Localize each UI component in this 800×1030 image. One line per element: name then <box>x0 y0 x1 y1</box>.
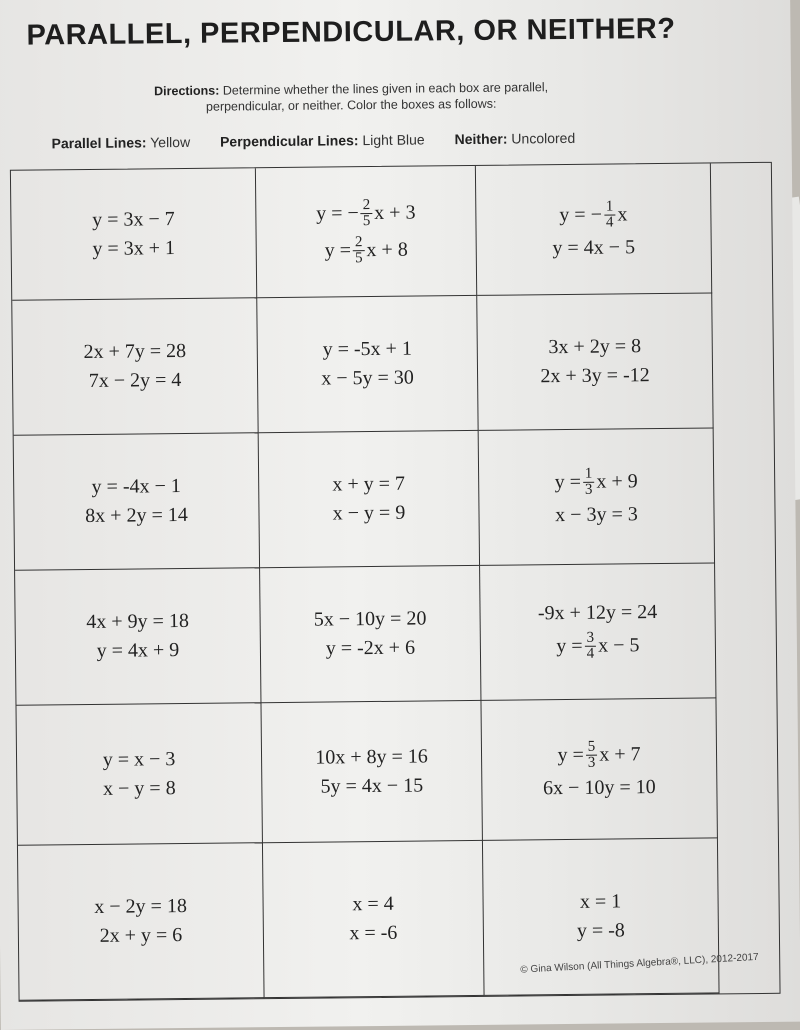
problem-box[interactable] <box>256 166 477 298</box>
fraction <box>604 199 616 230</box>
legend-neither <box>454 130 575 147</box>
equation <box>316 197 416 229</box>
equation: y = 3x + 1 <box>92 236 176 260</box>
fraction <box>353 235 365 266</box>
equation-suffix: x − 5 <box>598 634 640 657</box>
fraction-denominator: 3 <box>584 481 593 498</box>
equation-suffix: x + 7 <box>599 742 641 766</box>
equation-suffix: x + 8 <box>366 238 408 261</box>
color-legend <box>52 130 602 152</box>
legend-value: Yellow <box>150 133 191 151</box>
equation <box>325 234 408 266</box>
problem-box[interactable] <box>16 703 262 846</box>
legend-parallel <box>52 134 191 151</box>
fraction-numerator: 2 <box>361 198 373 214</box>
legend-perpendicular <box>220 131 425 149</box>
equation: y = -5x + 1 <box>322 337 413 361</box>
equation: x + y = 7 <box>332 472 406 496</box>
equation: 7x − 2y = 4 <box>88 369 182 392</box>
directions-line1: Determine whether the lines given in each box are parallel, <box>222 80 549 98</box>
equation-prefix: y = − <box>559 203 603 226</box>
problem-box[interactable] <box>261 701 482 843</box>
equation: 10x + 8y = 16 <box>315 744 428 769</box>
problem-box[interactable] <box>483 838 720 995</box>
equation: y = x − 3 <box>102 747 176 771</box>
problem-box[interactable] <box>257 296 478 433</box>
equation <box>557 739 640 771</box>
equation: x = 1 <box>579 890 622 913</box>
directions <box>51 78 651 116</box>
equation: x − 3y = 3 <box>555 503 638 527</box>
equation: 8x + 2y = 14 <box>85 503 188 528</box>
equation-prefix: y = − <box>316 201 359 225</box>
copyright-footer: © Gina Wilson (All Things Algebra®, LLC), 2012-2017 <box>520 951 759 976</box>
problem-box[interactable] <box>12 298 258 436</box>
equation-prefix: y = <box>557 743 584 766</box>
problem-box[interactable] <box>480 563 716 700</box>
problem-box[interactable] <box>11 168 257 301</box>
equation-prefix: y = <box>554 470 582 494</box>
fraction-numerator: 3 <box>584 631 596 647</box>
equation: 2x + 7y = 28 <box>83 339 187 364</box>
equation-suffix: x + 3 <box>374 201 416 224</box>
fraction-denominator: 5 <box>362 212 371 229</box>
problem-box[interactable] <box>259 431 480 568</box>
problem-box[interactable] <box>476 163 712 295</box>
problem-grid <box>10 162 781 1002</box>
problem-box[interactable] <box>263 841 485 998</box>
equation-prefix: y = <box>556 634 583 658</box>
equation: 6x − 10y = 10 <box>542 775 656 799</box>
equation: y = 4x + 9 <box>96 639 180 662</box>
equation <box>559 199 627 231</box>
equation: 2x + y = 6 <box>99 924 183 947</box>
equation: y = 4x − 5 <box>552 235 636 259</box>
equation: x − 5y = 30 <box>321 366 414 390</box>
fraction-denominator: 3 <box>587 754 596 771</box>
fraction-numerator: 2 <box>353 235 365 251</box>
fraction-denominator: 4 <box>605 213 614 231</box>
equation-prefix: y = <box>324 238 352 262</box>
fraction-numerator: 1 <box>583 467 595 483</box>
equation: y = -4x − 1 <box>91 475 181 498</box>
equation-suffix: x + 9 <box>596 470 638 493</box>
directions-line2: perpendicular, or neither. Color the boxes as follows: <box>205 96 497 114</box>
problem-box[interactable] <box>477 293 713 430</box>
equation-suffix: x <box>617 202 628 225</box>
fraction <box>586 739 598 770</box>
equation: x − y = 9 <box>332 501 406 525</box>
problem-box[interactable] <box>15 568 261 706</box>
equation: 2x + 3y = -12 <box>540 364 650 388</box>
problem-box[interactable] <box>481 698 717 840</box>
equation: -9x + 12y = 24 <box>537 601 658 625</box>
equation: 4x + 9y = 18 <box>86 609 190 634</box>
legend-label: Neither: <box>454 130 508 148</box>
equation: x − y = 8 <box>102 776 176 800</box>
fraction <box>361 198 373 229</box>
problem-box[interactable] <box>479 428 715 565</box>
equation: y = 3x − 7 <box>92 207 175 231</box>
equation: 5y = 4x − 15 <box>320 774 424 798</box>
problem-box[interactable] <box>260 566 481 703</box>
equation: x − 2y = 18 <box>94 894 187 918</box>
fraction <box>583 467 595 498</box>
problem-box[interactable] <box>18 843 265 1001</box>
problem-box[interactable] <box>14 433 260 571</box>
equation <box>556 630 639 662</box>
legend-label: Parallel Lines: <box>51 134 147 152</box>
legend-value: Uncolored <box>511 129 576 147</box>
page-title: PARALLEL, PERPENDICULAR, OR NEITHER? <box>26 12 676 52</box>
equation: 3x + 2y = 8 <box>548 335 642 359</box>
equation: y = -2x + 6 <box>325 636 416 660</box>
fraction-numerator: 1 <box>604 199 616 215</box>
fraction-denominator: 4 <box>586 645 595 662</box>
legend-value: Light Blue <box>362 131 425 149</box>
equation: y = -8 <box>576 919 625 942</box>
fraction-denominator: 5 <box>354 249 363 266</box>
equation <box>554 466 637 498</box>
equation: x = -6 <box>349 921 398 945</box>
equation: x = 4 <box>352 892 394 916</box>
fraction <box>584 631 596 662</box>
legend-label: Perpendicular Lines: <box>219 132 359 150</box>
fraction-numerator: 5 <box>586 739 598 755</box>
directions-label: Directions: <box>154 83 220 99</box>
equation: 5x − 10y = 20 <box>313 607 427 631</box>
